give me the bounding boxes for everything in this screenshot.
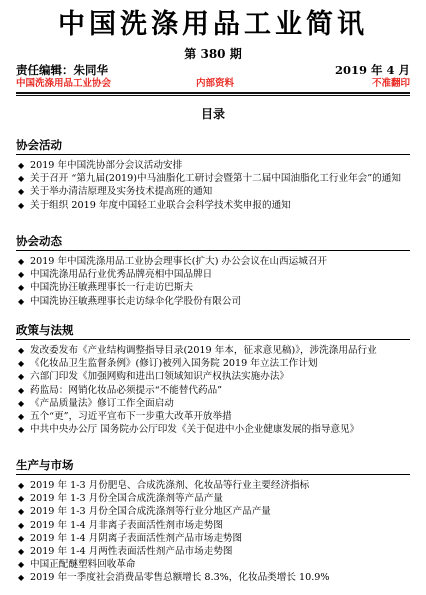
toc-item[interactable] <box>16 558 410 571</box>
publisher-row <box>16 78 410 90</box>
diamond-bullet-icon: ◆ <box>18 507 25 517</box>
issue-number: 第 380 期 <box>184 47 242 61</box>
toc-item[interactable] <box>16 571 410 584</box>
toc-item-text: 2019 年 1-4 月两性表面活性剂产品市场走势图 <box>30 545 233 557</box>
diamond-bullet-icon: ◆ <box>18 573 25 583</box>
toc-item-text: 中国洗涤用品行业优秀品牌亮相中国品牌日 <box>30 269 213 281</box>
toc-item[interactable] <box>16 479 410 492</box>
diamond-bullet-icon: ◆ <box>18 359 25 369</box>
diamond-bullet-icon: ◆ <box>18 283 25 293</box>
diamond-bullet-icon: ◆ <box>18 560 25 570</box>
section-title: 协会活动 <box>16 138 410 155</box>
diamond-bullet-icon: ◆ <box>18 533 25 543</box>
toc-item-text: 发改委发布《产业结构调整指导目录(2019 年本，征求意见稿)》，涉洗涤用品行业 <box>30 345 377 356</box>
diamond-bullet-icon: ◆ <box>18 187 25 197</box>
toc-item-text: 五个“更”，习近平宣布下一步重大改革开放举措 <box>30 410 232 422</box>
toc-item-text: 2019 年 1-3 月份肥皂、合成洗涤剂、化妆品等行业主要经济指标 <box>30 480 310 491</box>
section-policy-regulations <box>16 323 410 436</box>
no-reprint-notice: 不准翻印 <box>371 78 410 89</box>
toc-item[interactable] <box>16 384 410 397</box>
toc-item-text: 《化妆品卫生监督条例》(修订)被列入国务院 2019 年立法工作计划 <box>30 358 318 370</box>
toc-item-text: 六部门印发《加强网购和进出口领域知识产权执法实施办法》 <box>30 371 290 383</box>
toc-item[interactable] <box>16 199 410 212</box>
diamond-bullet-icon: ◆ <box>18 411 25 421</box>
toc-item-text: 中国洗协汪敏燕理事长一行走访巴斯夫 <box>30 282 194 294</box>
diamond-bullet-icon: ◆ <box>18 257 25 266</box>
toc-item-text: 关于举办清洁原理及实务技术提高班的通知 <box>30 186 213 198</box>
editor-label: 责任编辑：朱同华 <box>16 63 108 77</box>
section-title: 协会动态 <box>16 234 410 251</box>
toc-item-text: 2019 年 1-3 月份全国合成洗涤剂等产品产量 <box>30 493 223 505</box>
toc-item[interactable] <box>16 255 410 268</box>
diamond-bullet-icon: ◆ <box>18 425 25 435</box>
section-title: 政策与法规 <box>16 323 410 340</box>
toc-item[interactable] <box>16 397 410 410</box>
toc-item[interactable] <box>16 545 410 558</box>
toc-item[interactable] <box>16 423 410 436</box>
diamond-bullet-icon: ◆ <box>18 161 25 170</box>
header-divider-thick <box>16 92 410 94</box>
toc-item-text: 2019 年中国洗协部分会议活动安排 <box>30 160 183 171</box>
toc-item[interactable] <box>16 357 410 370</box>
section-association-activities <box>16 138 410 212</box>
diamond-bullet-icon: ◆ <box>18 372 25 382</box>
diamond-bullet-icon: ◆ <box>18 346 25 355</box>
diamond-bullet-icon: ◆ <box>18 481 25 490</box>
toc-item[interactable] <box>16 492 410 505</box>
toc-item[interactable] <box>16 370 410 383</box>
section-production-market <box>16 458 410 585</box>
toc-item-text: 中国洗协汪敏燕理事长走访绿伞化学股份有限公司 <box>30 295 242 307</box>
toc-item[interactable] <box>16 268 410 281</box>
diamond-bullet-icon: ◆ <box>18 520 25 530</box>
toc-title: 目录 <box>200 107 225 121</box>
toc-item-text: 关于召开 “第九届(2019)中马油脂化工研讨会暨第十二届中国油脂化工行业年会”的通知 <box>30 173 401 185</box>
toc-item[interactable] <box>16 281 410 294</box>
toc-item[interactable] <box>16 295 410 308</box>
toc-item[interactable] <box>16 519 410 532</box>
toc-item[interactable] <box>16 532 410 545</box>
internal-notice: 内部资料 <box>196 78 235 89</box>
header-divider-thin <box>16 95 410 96</box>
toc-item[interactable] <box>16 172 410 185</box>
publication-title: 中国洗涤用品工业简讯 <box>58 9 368 40</box>
diamond-bullet-icon: ◆ <box>18 270 25 280</box>
toc-item-text: 2019 年 1-4 月非离子表面活性剂市场走势图 <box>30 519 223 531</box>
toc-item-text: 中国正配醚塑料回收革命 <box>30 559 136 571</box>
toc-item[interactable] <box>16 159 410 172</box>
diamond-bullet-icon: ◆ <box>18 494 25 504</box>
toc-item-text: 关于组织 2019 年度中国轻工业联合会科学技术奖申报的通知 <box>30 199 291 211</box>
diamond-bullet-icon: ◆ <box>18 546 25 556</box>
diamond-bullet-icon: ◆ <box>18 174 25 184</box>
toc-item-text: 中共中央办公厅 国务院办公厅印发《关于促进中小企业健康发展的指导意见》 <box>30 424 360 436</box>
toc-item[interactable] <box>16 185 410 198</box>
toc-item-text: 《产品质量法》修订工作全面启动 <box>30 397 174 409</box>
diamond-bullet-icon: ◆ <box>18 398 25 408</box>
toc-item[interactable] <box>16 344 410 357</box>
diamond-bullet-icon: ◆ <box>18 385 25 395</box>
issue-date: 2019 年 4 月 <box>334 63 410 77</box>
section-association-news <box>16 234 410 308</box>
toc-item-text: 药监局：网销化妆品必须提示“不能替代药品” <box>30 384 223 396</box>
diamond-bullet-icon: ◆ <box>18 200 25 210</box>
editor-row <box>16 63 410 77</box>
section-title: 生产与市场 <box>16 458 410 475</box>
diamond-bullet-icon: ◆ <box>18 296 25 306</box>
toc-item[interactable] <box>16 505 410 518</box>
toc-item-text: 2019 年中国洗涤用品工业协会理事长(扩大) 办公会议在山西运城召开 <box>30 256 328 267</box>
toc-item-text: 2019 年一季度社会消费品零售总额增长 8.3%，化妆品类增长 10.9% <box>30 572 330 584</box>
toc-item-text: 2019 年 1-3 月份全国合成洗涤剂等行业分地区产品产量 <box>30 506 271 518</box>
toc-item[interactable] <box>16 410 410 423</box>
toc-item-text: 2019 年 1-4 月阴离子表面活性剂产品市场走势图 <box>30 532 243 544</box>
publisher-name: 中国洗涤用品工业协会 <box>16 78 112 89</box>
